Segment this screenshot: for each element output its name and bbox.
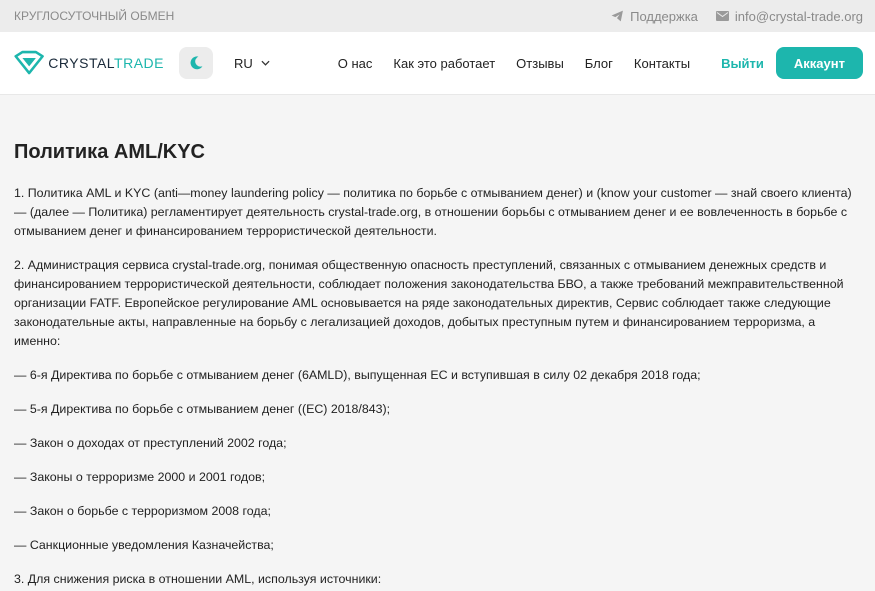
policy-paragraph: — Закон о доходах от преступлений 2002 года; xyxy=(14,436,287,450)
telegram-icon xyxy=(611,10,624,22)
menu-item-blog[interactable]: Блог xyxy=(584,55,613,71)
language-selector[interactable] xyxy=(234,56,270,71)
crystal-logo-icon xyxy=(14,49,44,77)
policy-paragraph: — Закон о борьбе с терроризмом 2008 года; xyxy=(14,504,271,518)
policy-paragraph: 2. Администрация сервиса crystal-trade.org, понимая общественную опасность преступлений, связанных с отмыванием денежных средств и финансированием террористической деятельности, соблюдает положения законодательства БВО, а также требований межправительственной организации FATF. Европейское регулирование AML основывается на ряде законодательных директив, Сервис соблюдает также следующие законодательные акты, направленные на борьбу с легализацией доходов, добытых преступным путем и финансированием терроризма, а именно: xyxy=(14,258,844,348)
logout-link[interactable]: Выйти xyxy=(721,55,764,71)
logo-text: CRYSTALTRADE xyxy=(48,55,164,71)
policy-paragraph: 1. Политика AML и KYC (anti—money laundering policy — политика по борьбе с отмыванием денег) и (know your customer — знай своего клиента) — (далее — Политика) регламентирует деятельность crystal-trade.org, в отношении борьбы с отмыванием денег и ее вовлеченность в борьбе с отмыванием денег и финансированием террористической деятельности. xyxy=(14,186,852,238)
policy-content xyxy=(0,95,875,589)
top-contacts xyxy=(611,9,863,24)
policy-paragraph: — 5-я Директива по борьбе с отмыванием денег ((ЕС) 2018/843); xyxy=(14,402,391,416)
account-button[interactable]: Аккаунт xyxy=(776,47,863,79)
email-label: info@crystal-trade.org xyxy=(734,8,863,24)
menu-item-reviews[interactable]: Отзывы xyxy=(516,55,564,71)
site-logo[interactable] xyxy=(14,49,164,77)
menu-item-how-it-works[interactable]: Как это работает xyxy=(393,55,496,71)
policy-paragraph: — Законы о терроризме 2000 и 2001 годов; xyxy=(14,470,266,484)
moon-icon xyxy=(188,55,204,71)
main-navbar xyxy=(0,32,875,95)
policy-paragraph: — Санкционные уведомления Казначейства; xyxy=(14,538,274,552)
support-link[interactable] xyxy=(611,9,698,24)
chevron-down-icon xyxy=(261,60,270,66)
menu-item-about[interactable]: О нас xyxy=(337,55,373,71)
theme-toggle-button[interactable] xyxy=(179,47,213,79)
nav-actions xyxy=(721,47,863,79)
policy-paragraph: 3. Для снижения риска в отношении AML, используя источники: xyxy=(14,572,382,586)
round-the-clock-label: КРУГЛОСУТОЧНЫЙ ОБМЕН xyxy=(14,9,175,23)
mail-icon xyxy=(716,11,729,21)
policy-paragraph: — 6-я Директива по борьбе с отмыванием денег (6AMLD), выпущенная ЕС и вступившая в силу 02 декабря 2018 года; xyxy=(14,368,701,382)
main-menu xyxy=(338,56,690,71)
page-title: Политика AML/KYC xyxy=(14,141,205,163)
menu-item-contacts[interactable]: Контакты xyxy=(633,55,691,71)
language-value: RU xyxy=(234,55,253,71)
support-label: Поддержка xyxy=(630,8,698,24)
email-link[interactable] xyxy=(716,9,863,24)
top-info-bar xyxy=(0,0,875,32)
